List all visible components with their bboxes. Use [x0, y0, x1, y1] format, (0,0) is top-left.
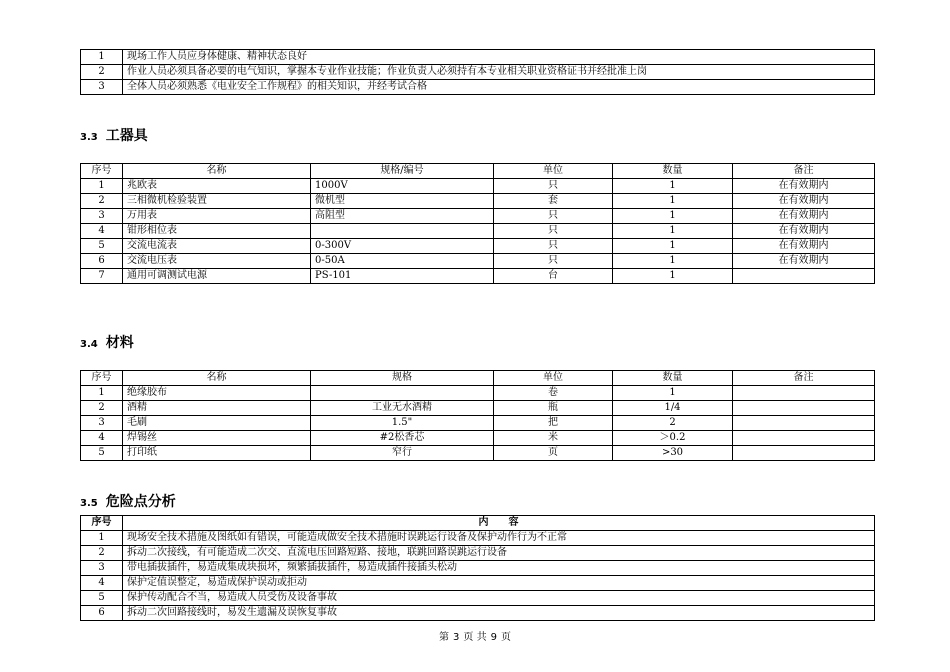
cell-qty: 1 — [613, 209, 733, 224]
cell-spec: 工业无水酒精 — [311, 401, 494, 416]
section-title: 材料 — [105, 335, 134, 351]
cell-unit: 米 — [494, 431, 613, 446]
table-row — [81, 194, 875, 209]
cell-name: 打印纸 — [123, 446, 311, 461]
footer-suffix: 页 — [500, 632, 511, 643]
table-row — [81, 50, 875, 65]
table-row — [81, 209, 875, 224]
header-qty: 数量 — [613, 371, 733, 386]
cell-note — [733, 416, 875, 431]
table-header-row — [81, 516, 875, 531]
table-row — [81, 65, 875, 80]
cell-name: 钳形相位表 — [123, 224, 311, 239]
table-row — [81, 179, 875, 194]
cell-no: 3 — [81, 209, 123, 224]
cell-note: 在有效期内 — [733, 254, 875, 269]
cell-qty: 2 — [613, 416, 733, 431]
cell-qty: 1/4 — [613, 401, 733, 416]
cell-content: 拆动二次接线，有可能造成二次交、直流电压回路短路、接地，联跳回路误跳运行设备 — [123, 546, 875, 561]
cell-spec: 窄行 — [311, 446, 494, 461]
cell-name: 兆欧表 — [123, 179, 311, 194]
personnel-table — [80, 49, 875, 95]
cell-note: 在有效期内 — [733, 194, 875, 209]
table-row — [81, 416, 875, 431]
cell-name: 通用可调测试电源 — [123, 269, 311, 284]
section-heading-hazards — [80, 491, 176, 511]
table-row — [81, 239, 875, 254]
cell-unit: 套 — [494, 194, 613, 209]
cell-name: 交流电压表 — [123, 254, 311, 269]
footer-mid: 页 共 — [463, 632, 487, 643]
cell-no: 5 — [81, 239, 123, 254]
cell-no: 4 — [81, 576, 123, 591]
cell-no: 4 — [81, 431, 123, 446]
cell-no: 1 — [81, 531, 123, 546]
table-row — [81, 561, 875, 576]
materials-table — [80, 370, 875, 461]
cell-unit: 瓶 — [494, 401, 613, 416]
table-row — [81, 446, 875, 461]
cell-no: 3 — [81, 561, 123, 576]
header-note: 备注 — [733, 371, 875, 386]
cell-name: 交流电流表 — [123, 239, 311, 254]
table-row — [81, 531, 875, 546]
section-title: 工器具 — [105, 128, 148, 144]
cell-unit: 只 — [494, 224, 613, 239]
section-number: 3.3 — [80, 132, 98, 143]
cell-qty: ＞0.2 — [613, 431, 733, 446]
cell-note: 在有效期内 — [733, 179, 875, 194]
cell-unit: 只 — [494, 239, 613, 254]
cell-content: 现场工作人员应身体健康、精神状态良好 — [123, 50, 875, 65]
cell-qty: 1 — [613, 224, 733, 239]
cell-no: 4 — [81, 224, 123, 239]
section-heading-tools — [80, 125, 148, 145]
cell-no: 1 — [81, 386, 123, 401]
section-number: 3.4 — [80, 339, 98, 350]
cell-note — [733, 269, 875, 284]
cell-name: 三相微机检验装置 — [123, 194, 311, 209]
cell-note: 在有效期内 — [733, 224, 875, 239]
footer-total-pages: 9 — [490, 632, 497, 643]
header-name: 名称 — [123, 371, 311, 386]
table-row — [81, 546, 875, 561]
cell-note — [733, 401, 875, 416]
cell-spec: 0-50A — [311, 254, 494, 269]
cell-spec: PS-101 — [311, 269, 494, 284]
header-no: 序号 — [81, 164, 123, 179]
footer-page-number: 3 — [453, 632, 460, 643]
cell-content: 拆动二次回路接线时，易发生遗漏及误恢复事故 — [123, 606, 875, 621]
cell-no: 5 — [81, 591, 123, 606]
cell-qty: 1 — [613, 386, 733, 401]
cell-spec: 微机型 — [311, 194, 494, 209]
table-row — [81, 269, 875, 284]
page-footer — [0, 628, 950, 643]
cell-spec — [311, 386, 494, 401]
header-qty: 数量 — [613, 164, 733, 179]
cell-no: 2 — [81, 65, 123, 80]
cell-name: 毛刷 — [123, 416, 311, 431]
cell-unit: 把 — [494, 416, 613, 431]
cell-spec — [311, 224, 494, 239]
cell-qty: 1 — [613, 254, 733, 269]
header-spec: 规格 — [311, 371, 494, 386]
cell-unit: 页 — [494, 446, 613, 461]
cell-spec: 0-300V — [311, 239, 494, 254]
cell-no: 6 — [81, 606, 123, 621]
table-row — [81, 576, 875, 591]
cell-no: 2 — [81, 546, 123, 561]
section-heading-materials — [80, 332, 134, 352]
cell-unit: 台 — [494, 269, 613, 284]
cell-spec: 高阻型 — [311, 209, 494, 224]
cell-spec: 1.5" — [311, 416, 494, 431]
cell-note: 在有效期内 — [733, 209, 875, 224]
cell-qty: 1 — [613, 179, 733, 194]
cell-content: 带电插拔插件，易造成集成块损坏，频繁插拔插件，易造成插件接插头松动 — [123, 561, 875, 576]
cell-note — [733, 386, 875, 401]
cell-name: 焊锡丝 — [123, 431, 311, 446]
table-row — [81, 386, 875, 401]
table-row — [81, 431, 875, 446]
table-row — [81, 80, 875, 95]
section-title: 危险点分析 — [105, 494, 176, 510]
cell-name: 酒精 — [123, 401, 311, 416]
header-unit: 单位 — [494, 371, 613, 386]
cell-content: 作业人员必须具备必要的电气知识，掌握本专业作业技能；作业负责人必须持有本专业相关职业资格证书并经批准上岗 — [123, 65, 875, 80]
table-row — [81, 606, 875, 621]
header-name: 名称 — [123, 164, 311, 179]
table-header-row — [81, 371, 875, 386]
cell-unit: 只 — [494, 254, 613, 269]
tools-table — [80, 163, 875, 284]
header-spec: 规格/编号 — [311, 164, 494, 179]
cell-content: 保护定值误整定，易造成保护误动或拒动 — [123, 576, 875, 591]
table-row — [81, 224, 875, 239]
cell-qty: 1 — [613, 194, 733, 209]
cell-content: 保护传动配合不当，易造成人员受伤及设备事故 — [123, 591, 875, 606]
cell-no: 2 — [81, 194, 123, 209]
section-number: 3.5 — [80, 498, 98, 509]
cell-name: 绝缘胶布 — [123, 386, 311, 401]
cell-no: 1 — [81, 179, 123, 194]
table-header-row — [81, 164, 875, 179]
cell-content: 全体人员必须熟悉《电业安全工作规程》的相关知识，并经考试合格 — [123, 80, 875, 95]
footer-prefix: 第 — [439, 632, 450, 643]
cell-note — [733, 446, 875, 461]
cell-qty: 1 — [613, 269, 733, 284]
header-no: 序号 — [81, 371, 123, 386]
cell-no: 3 — [81, 416, 123, 431]
table-row — [81, 401, 875, 416]
cell-unit: 只 — [494, 179, 613, 194]
cell-unit: 只 — [494, 209, 613, 224]
cell-unit: 卷 — [494, 386, 613, 401]
cell-note: 在有效期内 — [733, 239, 875, 254]
cell-no: 1 — [81, 50, 123, 65]
cell-content: 现场安全技术措施及图纸如有错误，可能造成做安全技术措施时误跳运行设备及保护动作行为不正常 — [123, 531, 875, 546]
cell-no: 7 — [81, 269, 123, 284]
hazards-table — [80, 515, 875, 621]
cell-spec: #2松香芯 — [311, 431, 494, 446]
header-note: 备注 — [733, 164, 875, 179]
table-row — [81, 254, 875, 269]
header-content: 内 容 — [123, 516, 875, 531]
cell-name: 万用表 — [123, 209, 311, 224]
cell-no: 2 — [81, 401, 123, 416]
cell-qty: 1 — [613, 239, 733, 254]
cell-no: 5 — [81, 446, 123, 461]
cell-no: 6 — [81, 254, 123, 269]
header-unit: 单位 — [494, 164, 613, 179]
cell-note — [733, 431, 875, 446]
cell-spec: 1000V — [311, 179, 494, 194]
header-no: 序号 — [81, 516, 123, 531]
cell-no: 3 — [81, 80, 123, 95]
table-row — [81, 591, 875, 606]
cell-qty: >30 — [613, 446, 733, 461]
